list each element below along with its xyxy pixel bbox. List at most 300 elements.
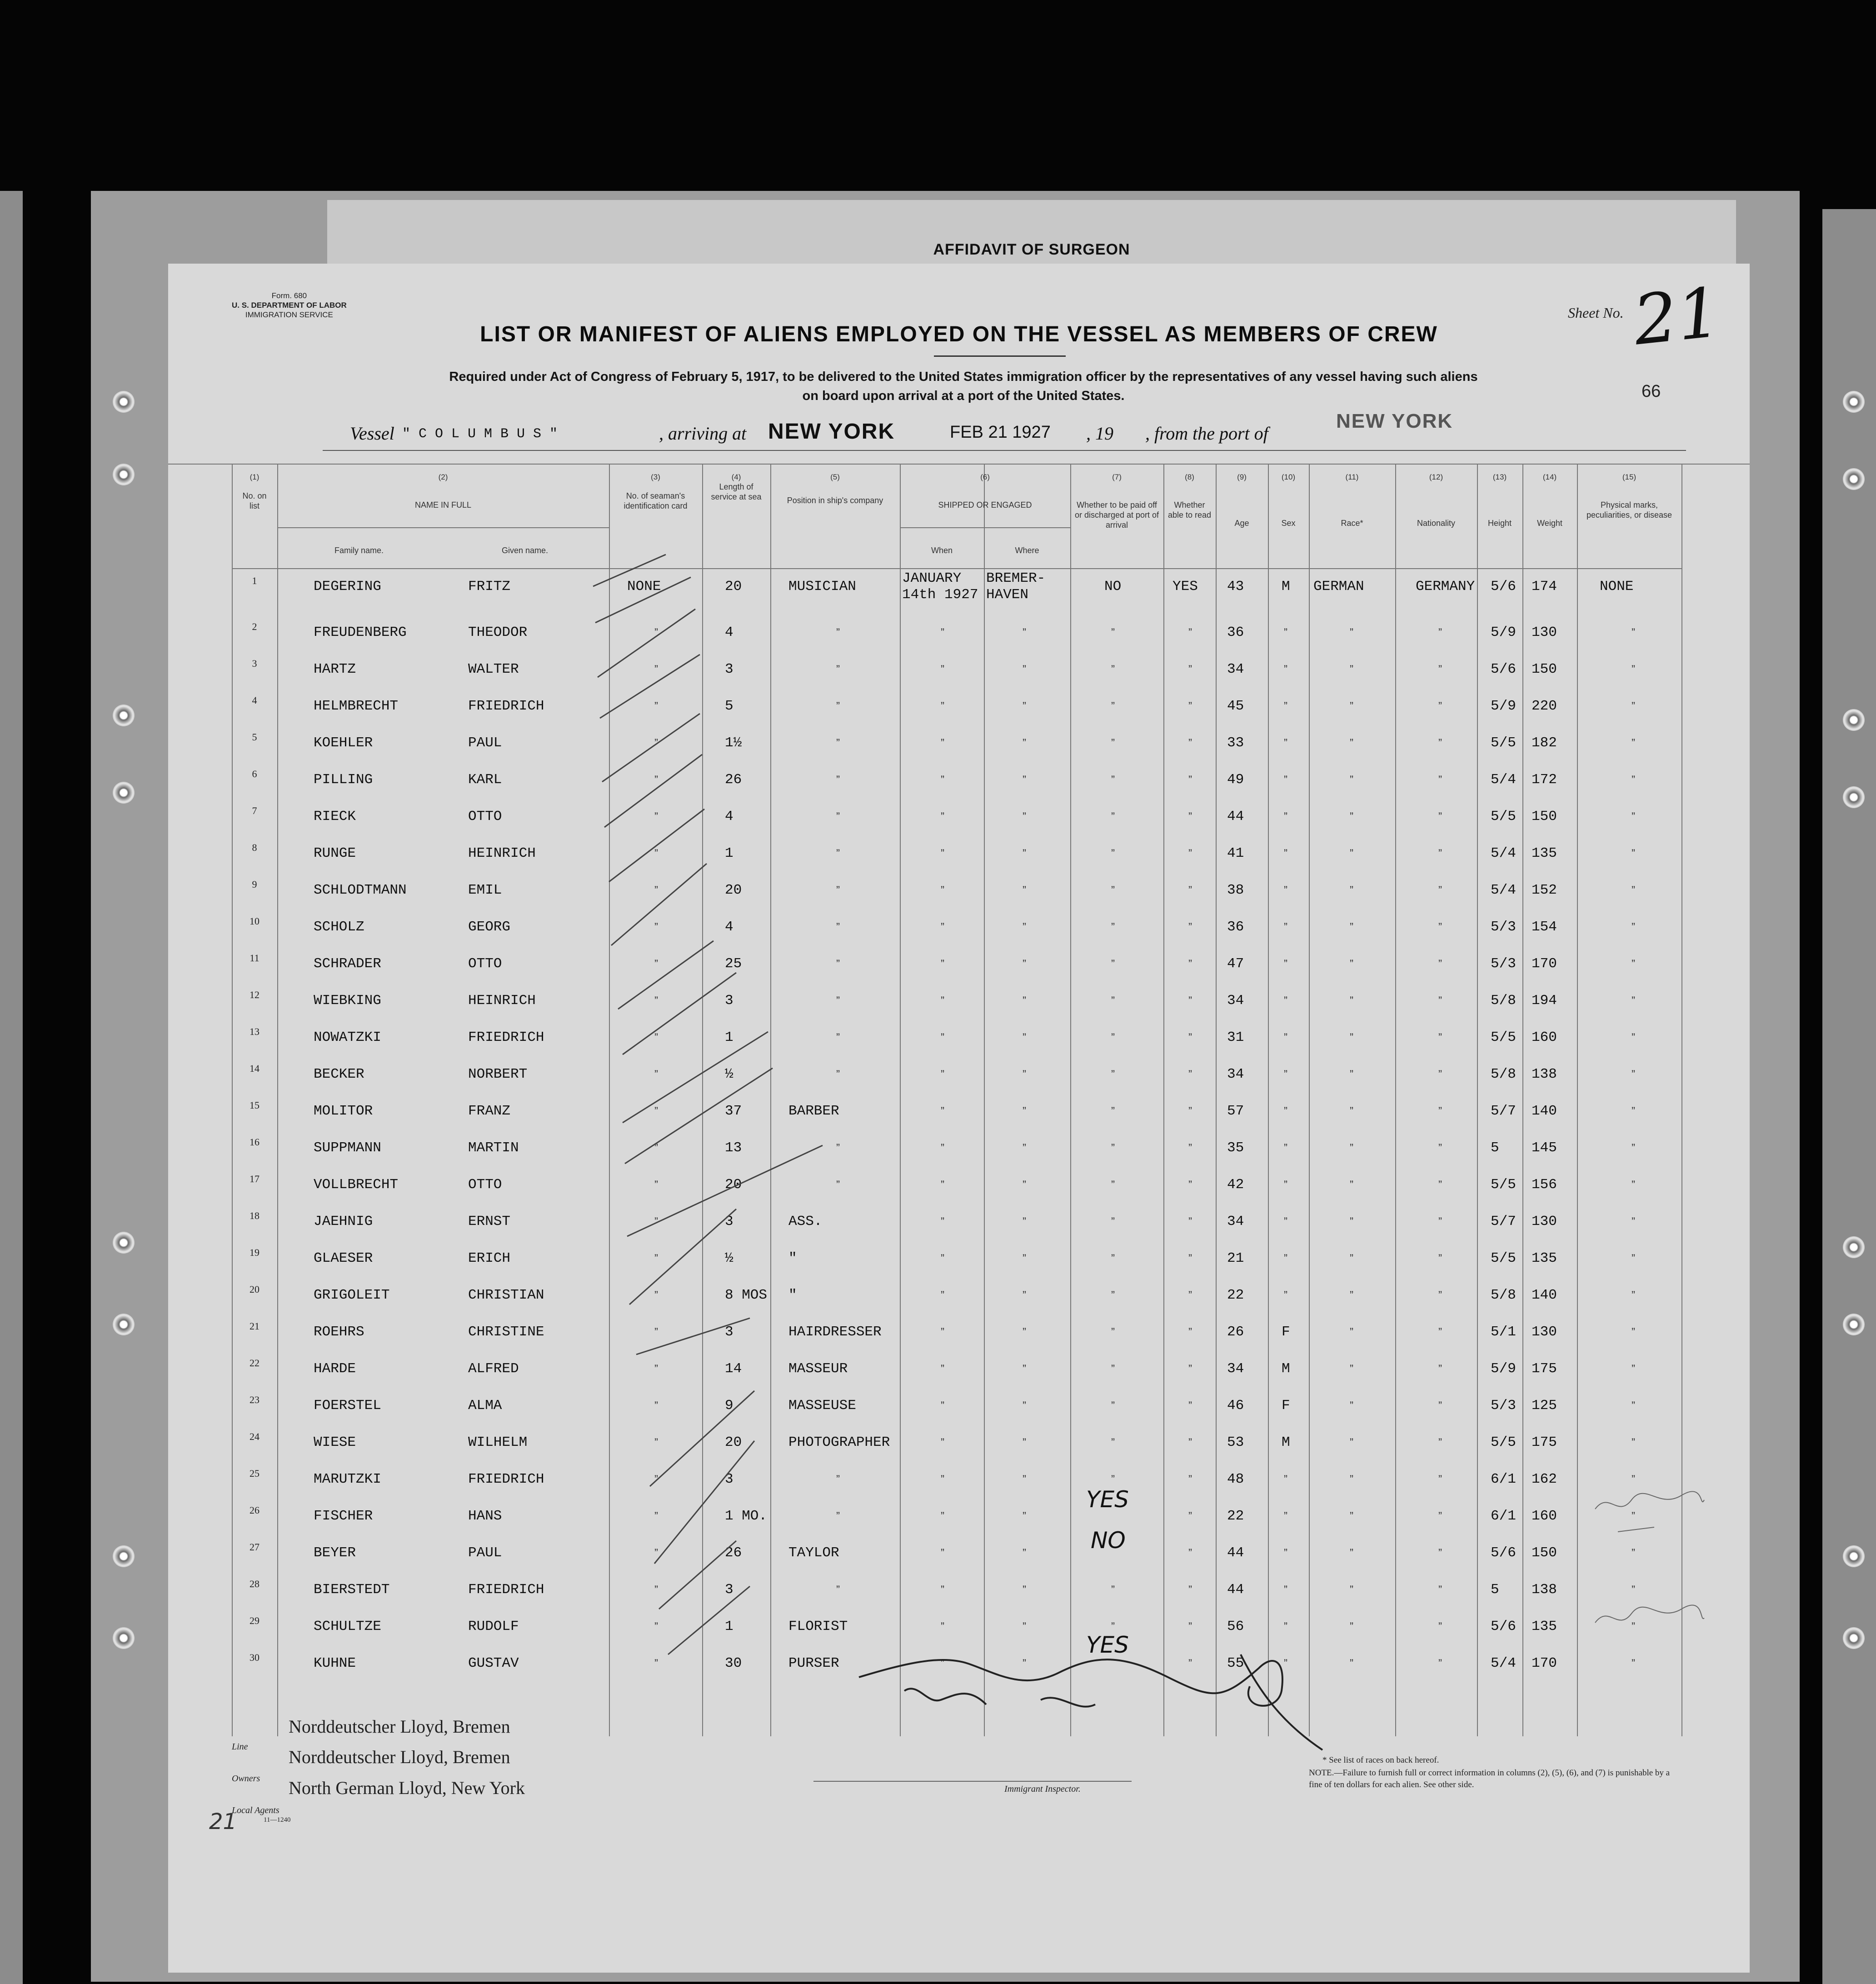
ditto-mark: ” <box>1438 626 1442 639</box>
ditto-mark: ” <box>1632 994 1635 1007</box>
ditto-mark: ” <box>1023 1620 1026 1633</box>
ditto-mark: ” <box>654 1584 658 1596</box>
cell-given: HEINRICH <box>468 993 536 1009</box>
ditto-mark: ” <box>1284 1289 1287 1301</box>
ditto-mark: ” <box>1438 1657 1442 1669</box>
ditto-mark: ” <box>1284 1252 1287 1264</box>
ditto-mark: ” <box>941 1547 944 1559</box>
cell-given: OTTO <box>468 956 502 972</box>
ditto-mark: ” <box>654 1105 658 1117</box>
cell-height: 5/5 <box>1491 1250 1516 1266</box>
cell-race: GERMAN <box>1313 579 1364 595</box>
cell-weight: 150 <box>1532 1545 1557 1561</box>
ditto-mark: ” <box>1284 1215 1287 1228</box>
ditto-mark: ” <box>941 1510 944 1522</box>
ditto-mark: ” <box>1350 1473 1353 1485</box>
binder-hole-right-3 <box>1843 709 1865 731</box>
cell-weight: 130 <box>1532 625 1557 640</box>
ditto-mark: ” <box>941 1142 944 1154</box>
ditto-mark: ” <box>1284 1510 1287 1522</box>
ditto-mark: ” <box>1111 1215 1115 1228</box>
ditto-mark: ” <box>1188 847 1192 860</box>
ditto-mark: ” <box>1188 700 1192 712</box>
ditto-mark: ” <box>1632 884 1635 896</box>
ditto-mark: ” <box>1632 1399 1635 1412</box>
cell-weight: 162 <box>1532 1471 1557 1487</box>
cell-family: SCHRADER <box>314 956 381 972</box>
cell-position: MASSEUR <box>788 1361 848 1377</box>
cell-age: 26 <box>1227 1324 1244 1340</box>
ditto-mark: ” <box>1350 626 1353 639</box>
manifest-title: LIST OR MANIFEST OF ALIENS EMPLOYED ON THE VESSEL AS MEMBERS OF CREW <box>480 322 1438 346</box>
ditto-mark: ” <box>1438 810 1442 823</box>
ditto-mark: ” <box>654 1215 658 1228</box>
ditto-mark: ” <box>836 847 840 860</box>
ditto-mark: ” <box>836 1068 840 1080</box>
service-name: IMMIGRATION SERVICE <box>245 310 333 319</box>
ditto-mark: ” <box>1284 737 1287 749</box>
races-note: * See list of races on back hereof. <box>1322 1755 1439 1765</box>
cell-height: 5/5 <box>1491 1177 1516 1193</box>
cell-family: SCHULTZE <box>314 1619 381 1634</box>
ditto-mark: ” <box>1023 884 1026 896</box>
ditto-mark: ” <box>941 958 944 970</box>
ditto-mark: ” <box>654 1363 658 1375</box>
ditto-mark: ” <box>1111 1105 1115 1117</box>
cell-service: 1½ <box>725 735 742 751</box>
ditto-mark: ” <box>1023 921 1026 933</box>
cell-height: 5/5 <box>1491 1434 1516 1450</box>
cell-family: KUHNE <box>314 1655 356 1671</box>
ditto-mark: ” <box>654 1252 658 1264</box>
crew-table <box>168 464 1750 1736</box>
ditto-mark: ” <box>1111 1289 1115 1301</box>
ditto-mark: ” <box>836 626 840 639</box>
ditto-mark: ” <box>1111 1142 1115 1154</box>
ditto-mark: ” <box>1023 1068 1026 1080</box>
ditto-mark: ” <box>1023 1657 1026 1669</box>
binder-hole-left-7 <box>113 1545 135 1567</box>
ditto-mark: ” <box>1438 1326 1442 1338</box>
ditto-mark: ” <box>654 958 658 970</box>
ditto-mark: ” <box>654 1473 658 1485</box>
cell-position: PHOTOGRAPHER <box>788 1434 890 1450</box>
handwritten-yes-row30: YES <box>1086 1632 1129 1658</box>
cell-paid: NO <box>1104 579 1122 595</box>
ditto-mark: ” <box>1284 1547 1287 1559</box>
ditto-mark: ” <box>941 700 944 712</box>
ditto-mark: ” <box>1438 1215 1442 1228</box>
ditto-mark: ” <box>1632 847 1635 860</box>
cell-no: 9 <box>252 879 257 890</box>
cell-family: SCHLODTMANN <box>314 882 407 898</box>
cell-given: THEODOR <box>468 625 528 640</box>
ditto-mark: ” <box>1188 1142 1192 1154</box>
cell-family: WIEBKING <box>314 993 381 1009</box>
ditto-mark: ” <box>1284 1031 1287 1044</box>
ditto-mark: ” <box>1111 810 1115 823</box>
cell-service: 3 <box>725 1582 733 1598</box>
ditto-mark: ” <box>1438 1252 1442 1264</box>
cell-weight: 145 <box>1532 1140 1557 1156</box>
ditto-mark: ” <box>1023 1399 1026 1412</box>
colnum-9: (9) <box>1237 473 1247 481</box>
cell-position: PURSER <box>788 1655 839 1671</box>
title-rule <box>934 355 1066 357</box>
ditto-mark: ” <box>941 774 944 786</box>
ditto-mark: ” <box>836 1142 840 1154</box>
cell-height: 5/3 <box>1491 956 1516 972</box>
cell-height: 5/4 <box>1491 1655 1516 1671</box>
sheet-number-handwritten: 21 <box>1630 273 1725 361</box>
ditto-mark: ” <box>1632 810 1635 823</box>
header-race: Race* <box>1341 519 1363 528</box>
ditto-mark: ” <box>1350 1399 1353 1412</box>
ditto-mark: ” <box>1350 921 1353 933</box>
cell-age: 38 <box>1227 882 1244 898</box>
ditto-mark: ” <box>1350 1142 1353 1154</box>
cell-given: ALMA <box>468 1398 502 1414</box>
cell-no: 23 <box>249 1394 259 1405</box>
ditto-mark: ” <box>1111 1363 1115 1375</box>
ditto-mark: ” <box>654 1657 658 1669</box>
sheet-number-label: Sheet No. <box>1568 305 1624 321</box>
ditto-mark: ” <box>1632 921 1635 933</box>
inspector-signature <box>850 1636 1441 1754</box>
cell-age: 34 <box>1227 661 1244 677</box>
ditto-mark: ” <box>654 663 658 675</box>
cell-given: FRIEDRICH <box>468 698 544 714</box>
cell-service: 4 <box>725 919 733 935</box>
ditto-mark: ” <box>1350 1068 1353 1080</box>
ditto-mark: ” <box>836 774 840 786</box>
cell-where: BREMER- HAVEN <box>986 570 1046 603</box>
ditto-mark: ” <box>1188 1510 1192 1522</box>
ditto-mark: ” <box>836 958 840 970</box>
line-value: Norddeutscher Lloyd, Bremen <box>289 1716 510 1737</box>
ditto-mark: ” <box>1350 700 1353 712</box>
binder-hole-right-2 <box>1843 468 1865 490</box>
cell-service: 26 <box>725 1545 742 1561</box>
ditto-mark: ” <box>1284 700 1287 712</box>
cell-weight: 175 <box>1532 1434 1557 1450</box>
cell-given: FRANZ <box>468 1103 511 1119</box>
cell-sex: M <box>1282 579 1290 595</box>
ditto-mark: ” <box>1284 1179 1287 1191</box>
ditto-mark: ” <box>836 1031 840 1044</box>
ditto-mark: ” <box>836 700 840 712</box>
header-shipped-engaged: SHIPPED OR ENGAGED <box>938 500 1032 510</box>
ditto-mark: ” <box>1023 1142 1026 1154</box>
cell-height: 5/4 <box>1491 845 1516 861</box>
cell-no: 30 <box>249 1652 259 1663</box>
ditto-mark: ” <box>941 626 944 639</box>
ditto-mark: ” <box>1350 1547 1353 1559</box>
ditto-mark: ” <box>654 847 658 860</box>
colnum-11: (11) <box>1345 473 1359 481</box>
form-number: Form. 680 <box>271 291 307 300</box>
ditto-mark: ” <box>1111 1252 1115 1264</box>
cell-sex: F <box>1282 1398 1290 1414</box>
colnum-8: (8) <box>1185 473 1194 481</box>
ditto-mark: ” <box>1111 1436 1115 1449</box>
ditto-mark: ” <box>1188 884 1192 896</box>
cell-family: HARDE <box>314 1361 356 1377</box>
cell-family: FOERSTEL <box>314 1398 381 1414</box>
cell-given: FRIEDRICH <box>468 1029 544 1045</box>
ditto-mark: ” <box>1284 774 1287 786</box>
ditto-mark: ” <box>1023 958 1026 970</box>
inspector-label: Immigrant Inspector. <box>1004 1784 1081 1794</box>
cell-given: NORBERT <box>468 1066 528 1082</box>
ditto-mark: ” <box>1188 1436 1192 1449</box>
ditto-mark: ” <box>654 626 658 639</box>
ditto-mark: ” <box>1632 1584 1635 1596</box>
ditto-mark: ” <box>654 1436 658 1449</box>
ditto-mark: ” <box>1023 1473 1026 1485</box>
cell-height: 5/8 <box>1491 1066 1516 1082</box>
cell-no: 29 <box>249 1615 259 1626</box>
cell-no: 26 <box>249 1504 259 1516</box>
ditto-mark: ” <box>1023 1326 1026 1338</box>
ditto-mark: ” <box>836 663 840 675</box>
ditto-mark: ” <box>1350 1289 1353 1301</box>
binder-hole-left-5 <box>113 1232 135 1254</box>
cell-height: 5/3 <box>1491 1398 1516 1414</box>
cell-no: 14 <box>249 1063 259 1074</box>
cell-age: 36 <box>1227 625 1244 640</box>
cell-service: 25 <box>725 956 742 972</box>
ditto-mark: ” <box>1350 810 1353 823</box>
header-physical: Physical marks, peculiarities, or disease <box>1586 500 1672 520</box>
cell-weight: 140 <box>1532 1103 1557 1119</box>
ditto-mark: ” <box>1188 1326 1192 1338</box>
ditto-mark: ” <box>1284 847 1287 860</box>
cell-weight: 150 <box>1532 661 1557 677</box>
ditto-mark: ” <box>654 1031 658 1044</box>
cell-height: 5/5 <box>1491 1029 1516 1045</box>
ditto-mark: ” <box>1438 847 1442 860</box>
cell-family: GLAESER <box>314 1250 373 1266</box>
ditto-mark: ” <box>654 1289 658 1301</box>
ditto-mark: ” <box>1023 1252 1026 1264</box>
colnum-13: (13) <box>1492 473 1507 481</box>
ditto-mark: ” <box>1284 1105 1287 1117</box>
cell-position: TAYLOR <box>788 1545 839 1561</box>
cell-weight: 194 <box>1532 993 1557 1009</box>
header-paid-off: Whether to be paid off or discharged at port of arrival <box>1074 500 1159 530</box>
cell-when: JANUARY 14th 1927 <box>902 570 978 603</box>
cell-age: 36 <box>1227 919 1244 935</box>
cell-weight: 172 <box>1532 772 1557 788</box>
ditto-mark: ” <box>1438 700 1442 712</box>
ditto-mark: ” <box>941 921 944 933</box>
cell-given: OTTO <box>468 809 502 825</box>
cell-position: MASSEUSE <box>788 1398 856 1414</box>
cell-age: 57 <box>1227 1103 1244 1119</box>
cell-given: OTTO <box>468 1177 502 1193</box>
cell-weight: 150 <box>1532 809 1557 825</box>
cell-no: 15 <box>249 1099 259 1111</box>
ditto-mark: ” <box>1632 1289 1635 1301</box>
binder-hole-left-6 <box>113 1314 135 1335</box>
cell-height: 5/3 <box>1491 919 1516 935</box>
ditto-mark: ” <box>1438 1584 1442 1596</box>
header-name-in-full: NAME IN FULL <box>414 500 472 510</box>
ditto-mark: ” <box>1438 1031 1442 1044</box>
colnum-1: (1) <box>249 473 259 481</box>
colnum-2: (2) <box>438 473 448 481</box>
ditto-mark: ” <box>1188 994 1192 1007</box>
ditto-mark: ” <box>1438 1142 1442 1154</box>
ditto-mark: ” <box>941 1399 944 1412</box>
ditto-mark: ” <box>941 1657 944 1669</box>
cell-no: 18 <box>249 1210 259 1221</box>
ditto-mark: ” <box>1284 626 1287 639</box>
ditto-mark: ” <box>1023 1584 1026 1596</box>
binder-hole-left-8 <box>113 1627 135 1649</box>
cell-sex: F <box>1282 1324 1290 1340</box>
cell-age: 21 <box>1227 1250 1244 1266</box>
header-able-read: Whether able to read <box>1168 500 1212 520</box>
cell-height: 5 <box>1491 1140 1499 1156</box>
ditto-mark: ” <box>1438 737 1442 749</box>
physical-marks-scribble <box>1591 1482 1709 1654</box>
ditto-mark: ” <box>941 1068 944 1080</box>
ditto-mark: ” <box>654 884 658 896</box>
cell-family: ROEHRS <box>314 1324 364 1340</box>
ditto-mark: ” <box>1438 1436 1442 1449</box>
ditto-mark: ” <box>1632 1031 1635 1044</box>
cell-given: CHRISTINE <box>468 1324 544 1340</box>
ditto-mark: ” <box>654 1142 658 1154</box>
ditto-mark: ” <box>1350 1584 1353 1596</box>
ditto-mark: ” <box>1111 921 1115 933</box>
binder-hole-left-3 <box>113 705 135 726</box>
ditto-mark: ” <box>941 1584 944 1596</box>
handwritten-yes-row26: YES <box>1086 1486 1129 1513</box>
ditto-mark: ” <box>1632 1326 1635 1338</box>
ditto-mark: ” <box>1111 884 1115 896</box>
cell-given: MARTIN <box>468 1140 519 1156</box>
cell-family: BECKER <box>314 1066 364 1082</box>
cell-family: RUNGE <box>314 845 356 861</box>
cell-given: KARL <box>468 772 502 788</box>
cell-no: 3 <box>252 658 257 669</box>
cell-service: 1 <box>725 845 733 861</box>
ditto-mark: ” <box>1023 1363 1026 1375</box>
ditto-mark: ” <box>1438 1179 1442 1191</box>
ditto-mark: ” <box>1023 1215 1026 1228</box>
ditto-mark: ” <box>1111 1584 1115 1596</box>
header-given-name: Given name. <box>501 546 549 555</box>
header-weight: Weight <box>1537 519 1562 528</box>
cell-position: ASS. <box>788 1214 823 1229</box>
colnum-3: (3) <box>651 473 660 481</box>
ditto-mark: ” <box>654 1620 658 1633</box>
ditto-mark: ” <box>1023 1510 1026 1522</box>
ditto-mark: ” <box>654 1326 658 1338</box>
cell-service: 30 <box>725 1655 742 1671</box>
ditto-mark: ” <box>654 1510 658 1522</box>
cell-height: 5/9 <box>1491 698 1516 714</box>
ditto-mark: ” <box>1632 958 1635 970</box>
ditto-mark: ” <box>1111 1326 1115 1338</box>
cell-family: BEYER <box>314 1545 356 1561</box>
cell-given: WILHELM <box>468 1434 528 1450</box>
cell-weight: 135 <box>1532 1619 1557 1634</box>
cell-weight: 220 <box>1532 698 1557 714</box>
ditto-mark: ” <box>1023 994 1026 1007</box>
ditto-mark: ” <box>654 774 658 786</box>
cell-position: MUSICIAN <box>788 579 856 595</box>
fine-note: NOTE.—Failure to furnish full or correct information in columns (2), (5), (6), and (7) is punishable by a fine of ten dollars for each alien. See other side. <box>1309 1768 1670 1789</box>
cell-no: 25 <box>249 1468 259 1479</box>
ditto-mark: ” <box>1111 737 1115 749</box>
cell-age: 34 <box>1227 1214 1244 1229</box>
arrival-date-stamp: FEB 21 1927 <box>950 423 1051 442</box>
ditto-mark: ” <box>941 1363 944 1375</box>
header-when: When <box>931 546 953 555</box>
cell-family: SCHOLZ <box>314 919 364 935</box>
subtitle-line-2: on board upon arrival at a port of the United States. <box>802 389 1125 403</box>
header-length-service: Length of service at sea <box>711 482 762 501</box>
ditto-mark: ” <box>1111 774 1115 786</box>
colnum-10: (10) <box>1281 473 1296 481</box>
ditto-mark: ” <box>1350 1326 1353 1338</box>
ditto-mark: ” <box>836 1473 840 1485</box>
cell-no: 16 <box>249 1136 259 1148</box>
ditto-mark: ” <box>1023 1031 1026 1044</box>
cell-service: 9 <box>725 1398 733 1414</box>
cell-no: 10 <box>249 915 259 927</box>
cell-sex: M <box>1282 1434 1290 1450</box>
header-family-name: Family name. <box>334 546 384 555</box>
cell-age: 44 <box>1227 809 1244 825</box>
ditto-mark: ” <box>1188 1620 1192 1633</box>
ditto-mark: ” <box>1111 1068 1115 1080</box>
cell-age: 42 <box>1227 1177 1244 1193</box>
cell-given: GEORG <box>468 919 511 935</box>
ditto-mark: ” <box>1284 1584 1287 1596</box>
binder-hole-right-7 <box>1843 1545 1865 1567</box>
cell-age: 34 <box>1227 993 1244 1009</box>
ditto-mark: ” <box>1188 1399 1192 1412</box>
ditto-mark: ” <box>1284 810 1287 823</box>
cell-given: WALTER <box>468 661 519 677</box>
cell-weight: 135 <box>1532 845 1557 861</box>
ditto-mark: ” <box>941 1473 944 1485</box>
cell-height: 5/6 <box>1491 661 1516 677</box>
ditto-mark: ” <box>941 1436 944 1449</box>
ditto-mark: ” <box>1438 774 1442 786</box>
colnum-12: (12) <box>1429 473 1443 481</box>
cell-no: 21 <box>249 1320 259 1332</box>
ditto-mark: ” <box>1632 1547 1635 1559</box>
cell-weight: 135 <box>1532 1250 1557 1266</box>
cell-no: 5 <box>252 731 257 743</box>
cell-weight: 160 <box>1532 1029 1557 1045</box>
cell-height: 5/6 <box>1491 1545 1516 1561</box>
arriving-port: NEW YORK <box>768 420 895 444</box>
cell-card: NONE <box>627 579 661 595</box>
ditto-mark: ” <box>1350 1436 1353 1449</box>
ditto-mark: ” <box>836 994 840 1007</box>
ditto-mark: ” <box>1632 1473 1635 1485</box>
ditto-mark: ” <box>1023 810 1026 823</box>
arriving-label: , arriving at <box>659 423 747 444</box>
ditto-mark: ” <box>1632 1620 1635 1633</box>
